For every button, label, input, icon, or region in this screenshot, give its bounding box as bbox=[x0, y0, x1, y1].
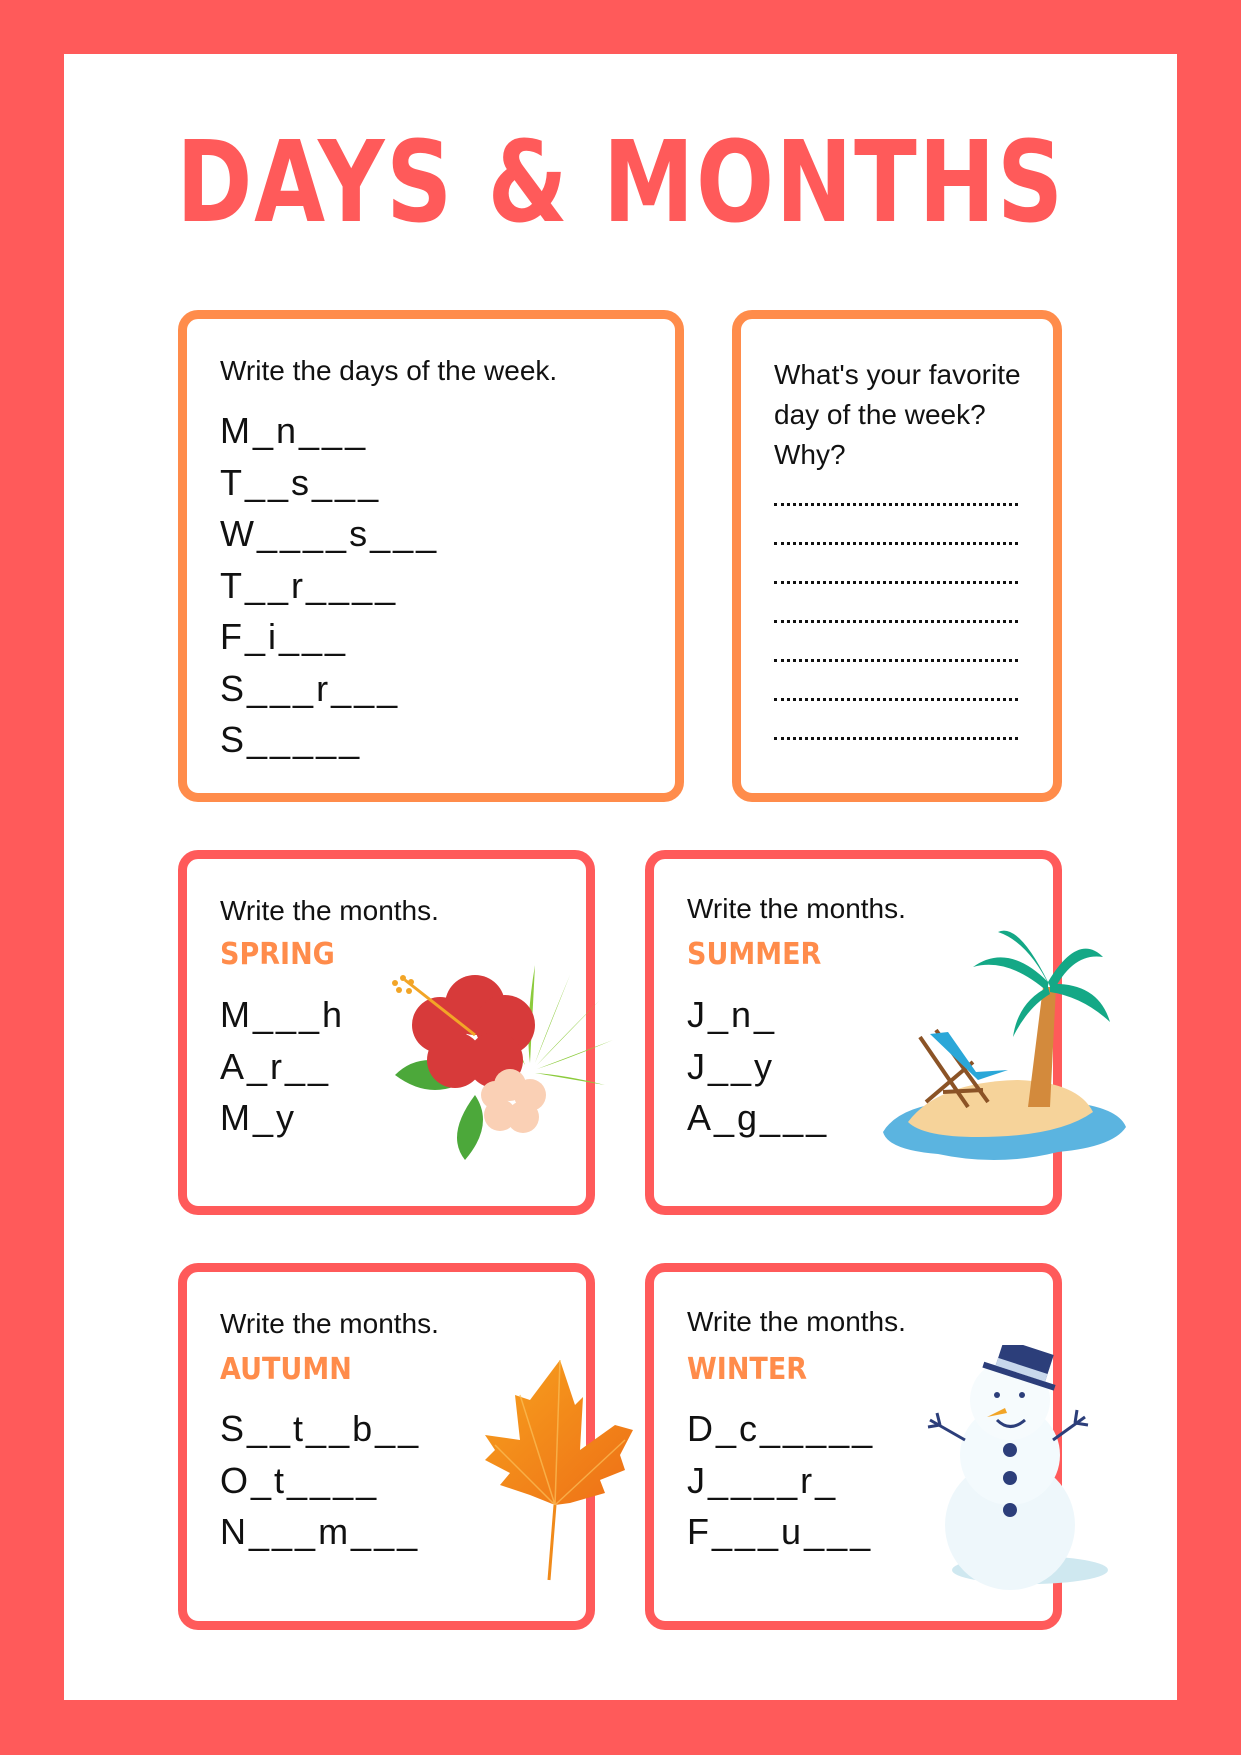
month-puzzle-item[interactable]: J____r_ bbox=[687, 1459, 839, 1501]
favorite-day-prompt: What's your favorite day of the week? Why? bbox=[774, 359, 1021, 470]
favorite-day-card bbox=[732, 310, 1062, 802]
maple-leaf-icon bbox=[475, 1355, 635, 1585]
answer-line[interactable] bbox=[774, 737, 1018, 740]
day-puzzle-item[interactable]: F_i___ bbox=[220, 616, 349, 657]
autumn-puzzle-list bbox=[220, 1403, 421, 1558]
month-puzzle-item[interactable]: J_n_ bbox=[687, 994, 778, 1035]
month-puzzle-item[interactable]: A_g___ bbox=[687, 1097, 830, 1138]
winter-prompt: Write the months. bbox=[687, 1306, 906, 1337]
days-puzzle-list bbox=[220, 405, 439, 766]
days-prompt: Write the days of the week. bbox=[220, 355, 558, 386]
month-puzzle-item[interactable]: S__t__b__ bbox=[220, 1408, 422, 1449]
month-puzzle-item[interactable]: A_r__ bbox=[220, 1045, 332, 1087]
answer-line[interactable] bbox=[774, 581, 1018, 584]
day-puzzle-item[interactable]: W____s___ bbox=[220, 513, 440, 554]
month-puzzle-item[interactable]: F___u___ bbox=[687, 1511, 874, 1552]
day-puzzle-item[interactable]: T__s___ bbox=[220, 461, 382, 503]
answer-line[interactable] bbox=[774, 620, 1018, 623]
day-puzzle-item[interactable]: M_n___ bbox=[220, 410, 369, 451]
month-puzzle-item[interactable]: M_y bbox=[220, 1097, 298, 1138]
month-puzzle-item[interactable]: M___h bbox=[220, 994, 346, 1035]
summer-label: SUMMER bbox=[687, 937, 822, 972]
winter-label: WINTER bbox=[687, 1352, 808, 1387]
autumn-prompt: Write the months. bbox=[220, 1308, 439, 1339]
month-puzzle-item[interactable]: N___m___ bbox=[220, 1511, 421, 1552]
day-puzzle-item[interactable]: S___r___ bbox=[220, 667, 401, 709]
month-puzzle-item[interactable]: O_t____ bbox=[220, 1459, 380, 1501]
autumn-label: AUTUMN bbox=[220, 1352, 352, 1387]
month-puzzle-item[interactable]: D_c_____ bbox=[687, 1408, 876, 1449]
spring-label: SPRING bbox=[220, 937, 335, 972]
hibiscus-flower-icon bbox=[385, 945, 615, 1165]
day-puzzle-item[interactable]: T__r____ bbox=[220, 564, 399, 606]
answer-line[interactable] bbox=[774, 503, 1018, 506]
summer-puzzle-list bbox=[687, 989, 829, 1144]
snowman-icon bbox=[925, 1345, 1115, 1590]
beach-island-icon bbox=[878, 922, 1128, 1172]
day-puzzle-item[interactable]: S_____ bbox=[220, 719, 363, 760]
winter-puzzle-list bbox=[687, 1403, 875, 1558]
days-of-week-card bbox=[178, 310, 684, 802]
answer-line[interactable] bbox=[774, 659, 1018, 662]
answer-line[interactable] bbox=[774, 698, 1018, 701]
spring-prompt: Write the months. bbox=[220, 895, 439, 926]
page-title: DAYS & MONTHS bbox=[176, 118, 1065, 248]
answer-line[interactable] bbox=[774, 542, 1018, 545]
spring-puzzle-list bbox=[220, 989, 345, 1144]
month-puzzle-item[interactable]: J__y bbox=[687, 1045, 776, 1087]
summer-prompt: Write the months. bbox=[687, 893, 906, 924]
